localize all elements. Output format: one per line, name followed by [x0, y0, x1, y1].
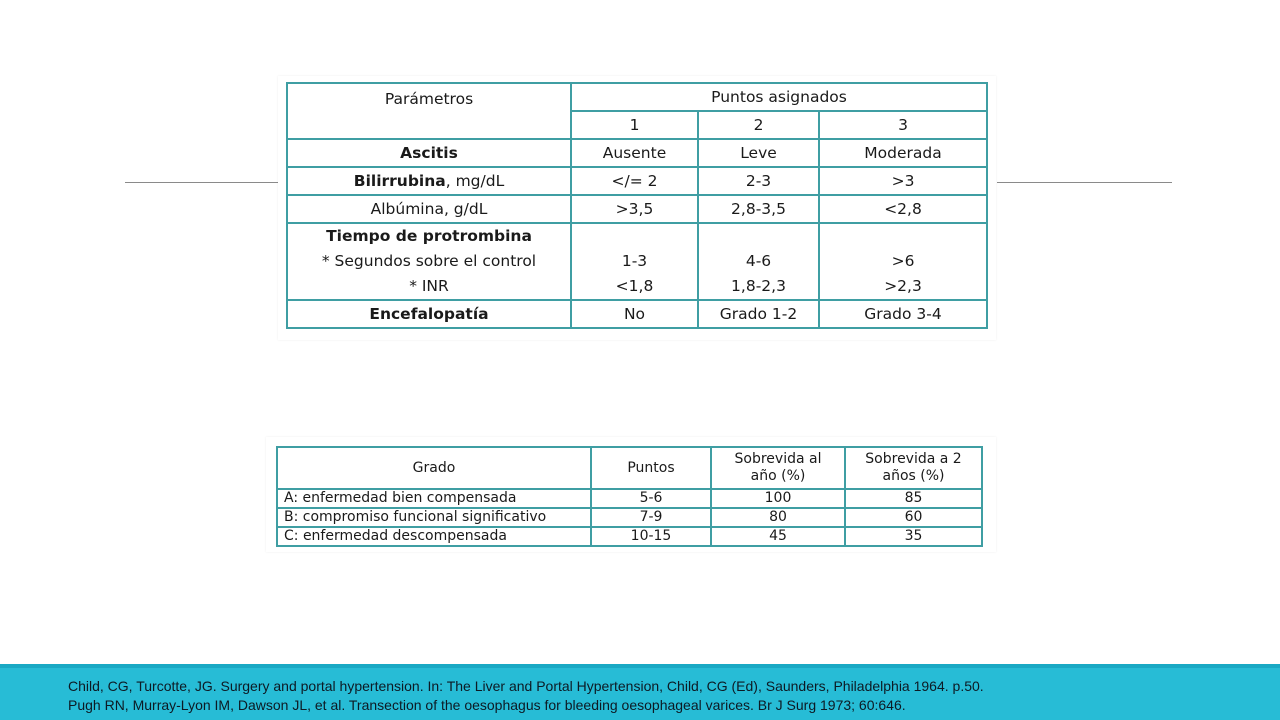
label-protrombina: Tiempo de protrombina: [326, 227, 532, 245]
table-row: [277, 508, 982, 527]
table-row: [277, 527, 982, 546]
decorative-rule-left: [125, 182, 278, 183]
grade-c-sobrevida-1: 45: [711, 527, 845, 546]
grade-a-sobrevida-2: 85: [845, 489, 982, 508]
grade-header-puntos: Puntos: [591, 447, 711, 489]
cell-ascitis-2: Leve: [698, 139, 819, 167]
grade-a-sobrevida-1: 100: [711, 489, 845, 508]
child-pugh-grade-table: [276, 446, 983, 547]
grade-b-sobrevida-2: 60: [845, 508, 982, 527]
grade-c-puntos: 10-15: [591, 527, 711, 546]
cell-protrombina-2: [698, 223, 819, 300]
cell-encefalopatia-3: Grado 3-4: [819, 300, 987, 328]
row-albumina: [287, 195, 987, 223]
decorative-rule-right: [997, 182, 1172, 183]
grade-header-grado: Grado: [277, 447, 591, 489]
cell-encefalopatia-1: No: [571, 300, 698, 328]
label-bilirrubina: Bilirrubina: [353, 172, 446, 190]
row-ascitis: [287, 139, 987, 167]
label-ascitis: Ascitis: [287, 139, 571, 167]
reference-child-turcotte: Child, CG, Turcotte, JG. Surgery and portal hypertension. In: The Liver and Portal Hypertension, Child, CG (Ed), Saunders, Philadelphia 1964. p.50.: [68, 678, 984, 694]
header-point-3: 3: [819, 111, 987, 139]
cell-protrombina-1: [571, 223, 698, 300]
cell-bilirrubina-2: 2-3: [698, 167, 819, 195]
label-bilirrubina-unit: , mg/dL: [445, 172, 505, 190]
cell-inr-3: >2,3: [884, 277, 922, 295]
grade-a-puntos: 5-6: [591, 489, 711, 508]
label-albumina: Albúmina, g/dL: [287, 195, 571, 223]
label-encefalopatia: Encefalopatía: [287, 300, 571, 328]
cell-encefalopatia-2: Grado 1-2: [698, 300, 819, 328]
cell-bilirrubina-1: </= 2: [571, 167, 698, 195]
footer-band-edge: [0, 664, 1280, 668]
grade-header-sobrevida-1: [711, 447, 845, 489]
grade-header-sobrevida-2-line1: Sobrevida a 2: [865, 451, 962, 467]
cell-albumina-1: >3,5: [571, 195, 698, 223]
label-inr: * INR: [409, 277, 449, 295]
label-bilirrubina-cell: [287, 167, 571, 195]
row-encefalopatia: [287, 300, 987, 328]
grade-header-sobrevida-2: [845, 447, 982, 489]
cell-bilirrubina-3: >3: [819, 167, 987, 195]
cell-segundos-3: >6: [891, 252, 915, 270]
cell-ascitis-3: Moderada: [819, 139, 987, 167]
header-point-1: 1: [571, 111, 698, 139]
cell-ascitis-1: Ausente: [571, 139, 698, 167]
header-point-2: 2: [698, 111, 819, 139]
grade-header-sobrevida-1-line2: año (%): [750, 468, 806, 484]
header-puntos-asignados: Puntos asignados: [571, 83, 987, 111]
label-segundos: * Segundos sobre el control: [321, 252, 537, 270]
grade-header-row: [277, 447, 982, 489]
table-row: [277, 489, 982, 508]
grade-header-sobrevida-2-line2: años (%): [882, 468, 945, 484]
cell-inr-1: <1,8: [615, 277, 654, 295]
label-protrombina-cell: [287, 223, 571, 300]
cell-inr-2: 1,8-2,3: [731, 277, 786, 295]
grade-b-sobrevida-1: 80: [711, 508, 845, 527]
reference-pugh: Pugh RN, Murray-Lyon IM, Dawson JL, et al. Transection of the oesophagus for bleeding oesophageal varices. Br J Surg 1973; 60:646.: [68, 697, 906, 713]
child-pugh-parameters-table: [286, 82, 988, 329]
cell-protrombina-3: [819, 223, 987, 300]
cell-albumina-3: <2,8: [819, 195, 987, 223]
cell-segundos-1: 1-3: [621, 252, 648, 270]
grade-b-label: B: compromiso funcional significativo: [277, 508, 591, 527]
grade-header-sobrevida-1-line1: Sobrevida al: [734, 451, 822, 467]
grade-b-puntos: 7-9: [591, 508, 711, 527]
grade-c-sobrevida-2: 35: [845, 527, 982, 546]
grade-a-label: A: enfermedad bien compensada: [277, 489, 591, 508]
cell-segundos-2: 4-6: [745, 252, 772, 270]
row-protrombina: [287, 223, 987, 300]
header-parametros: Parámetros: [287, 83, 571, 139]
row-bilirrubina: [287, 167, 987, 195]
grade-c-label: C: enfermedad descompensada: [277, 527, 591, 546]
cell-albumina-2: 2,8-3,5: [698, 195, 819, 223]
